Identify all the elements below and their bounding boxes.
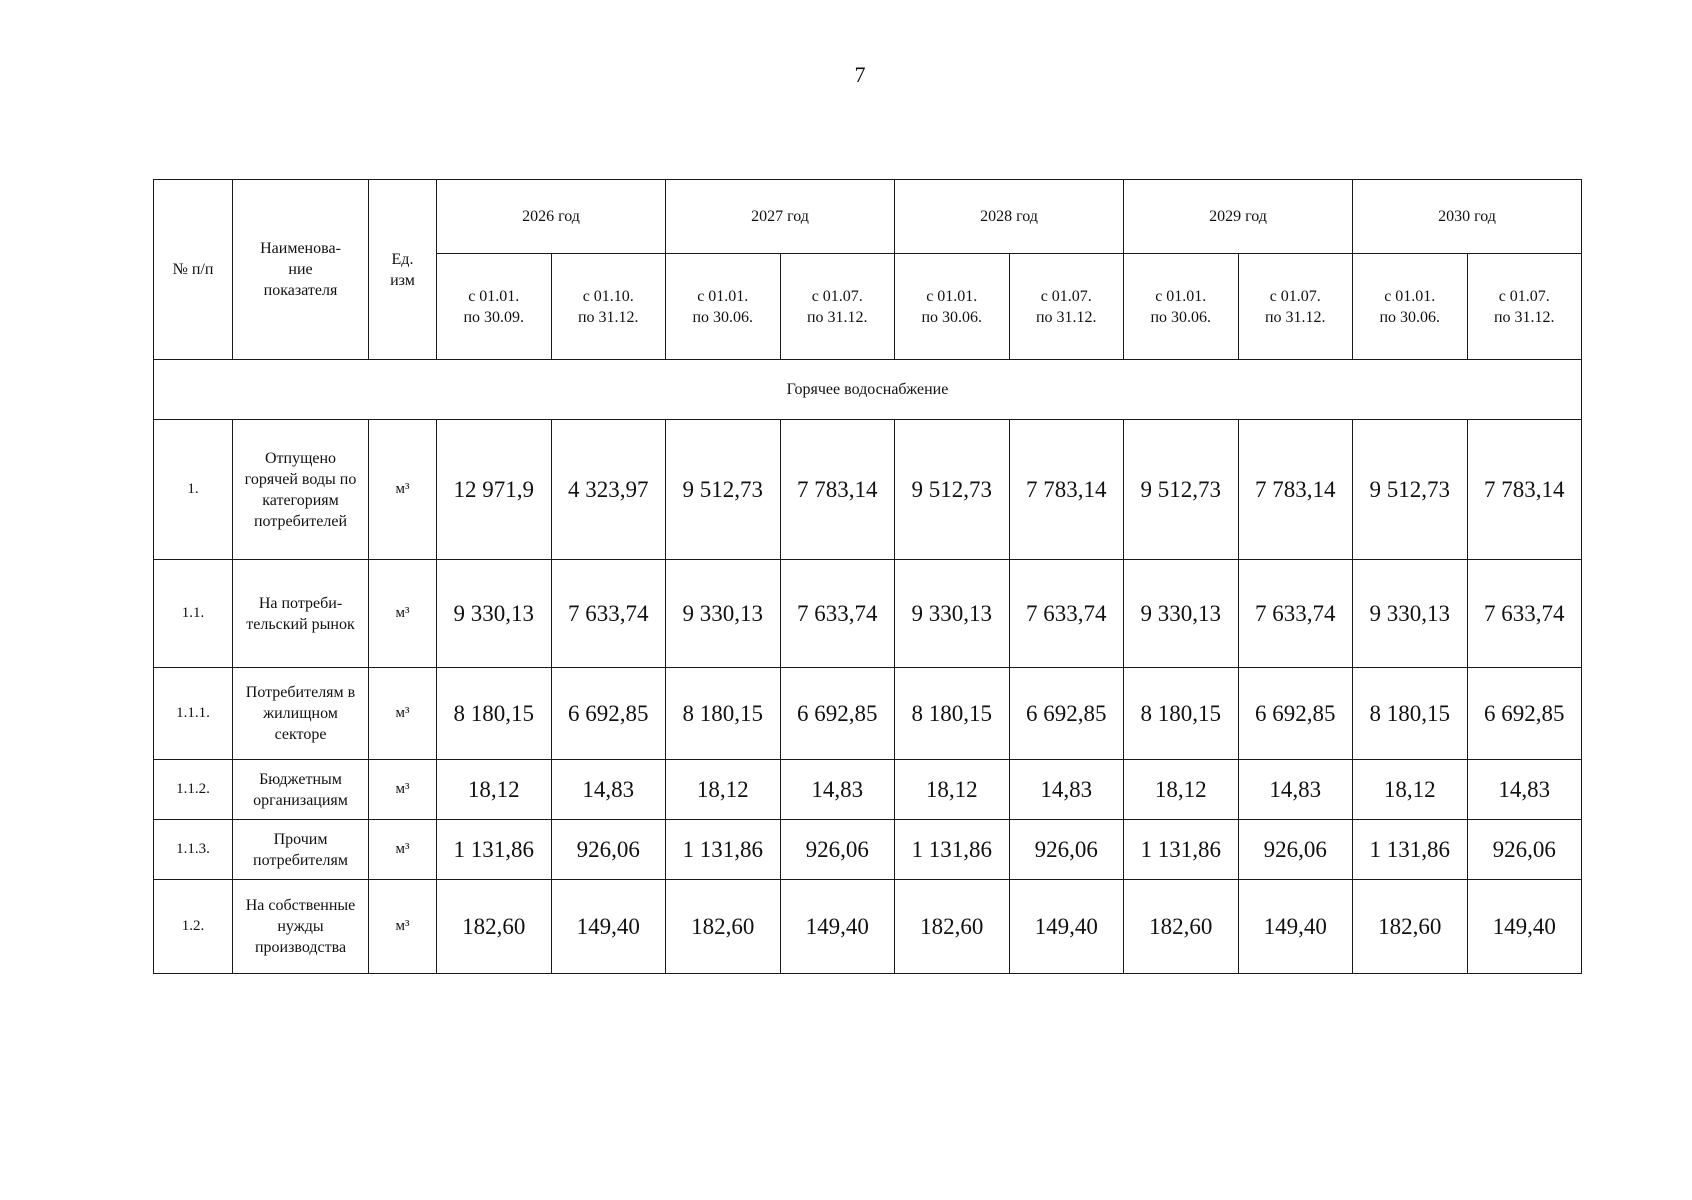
value-cell: 182,60 <box>437 880 552 974</box>
value-cell: 7 633,74 <box>780 560 895 668</box>
row-unit: м³ <box>369 820 437 880</box>
header-period: с 01.10. по 31.12. <box>551 254 666 360</box>
value-cell: 14,83 <box>1467 760 1582 820</box>
value-cell: 1 131,86 <box>437 820 552 880</box>
row-num: 1.2. <box>154 880 233 974</box>
data-table <box>153 179 1582 974</box>
value-cell: 9 512,73 <box>1353 420 1468 560</box>
section-row <box>154 360 1582 420</box>
value-cell: 9 330,13 <box>666 560 781 668</box>
header-year-2029: 2029 год <box>1124 180 1353 254</box>
value-cell: 182,60 <box>1353 880 1468 974</box>
header-num: № п/п <box>154 180 233 360</box>
header-year-2028: 2028 год <box>895 180 1124 254</box>
header-name <box>233 180 369 360</box>
value-cell: 18,12 <box>666 760 781 820</box>
row-num: 1.1.3. <box>154 820 233 880</box>
table-row <box>154 820 1582 880</box>
header-unit-line: изм <box>390 271 415 289</box>
value-cell: 9 512,73 <box>895 420 1010 560</box>
value-cell: 9 330,13 <box>1124 560 1239 668</box>
value-cell: 18,12 <box>1353 760 1468 820</box>
row-num: 1.1.1. <box>154 668 233 760</box>
value-cell: 1 131,86 <box>1353 820 1468 880</box>
value-cell: 182,60 <box>1124 880 1239 974</box>
header-period: с 01.01. по 30.06. <box>1353 254 1468 360</box>
header-unit <box>369 180 437 360</box>
value-cell: 149,40 <box>780 880 895 974</box>
value-cell: 6 692,85 <box>1238 668 1353 760</box>
value-cell: 8 180,15 <box>666 668 781 760</box>
header-period: с 01.07. по 31.12. <box>780 254 895 360</box>
value-cell: 7 783,14 <box>780 420 895 560</box>
header-name-line: Наименова- <box>260 240 341 257</box>
value-cell: 14,83 <box>1009 760 1124 820</box>
table-row <box>154 560 1582 668</box>
value-cell: 14,83 <box>551 760 666 820</box>
value-cell: 149,40 <box>1467 880 1582 974</box>
row-name: Прочим потребителям <box>233 820 369 880</box>
table-row <box>154 880 1582 974</box>
value-cell: 7 633,74 <box>1238 560 1353 668</box>
table-row <box>154 420 1582 560</box>
value-cell: 9 512,73 <box>1124 420 1239 560</box>
row-num: 1. <box>154 420 233 560</box>
value-cell: 8 180,15 <box>437 668 552 760</box>
header-year-2030: 2030 год <box>1353 180 1582 254</box>
header-period: с 01.07. по 31.12. <box>1238 254 1353 360</box>
section-title: Горячее водоснабжение <box>154 360 1582 420</box>
value-cell: 9 330,13 <box>437 560 552 668</box>
table-row <box>154 668 1582 760</box>
header-year-2026: 2026 год <box>437 180 666 254</box>
value-cell: 18,12 <box>437 760 552 820</box>
value-cell: 8 180,15 <box>1124 668 1239 760</box>
row-name: Бюджетным организациям <box>233 760 369 820</box>
row-unit: м³ <box>369 880 437 974</box>
value-cell: 7 633,74 <box>1467 560 1582 668</box>
row-name: На потреби- тельский рынок <box>233 560 369 668</box>
value-cell: 14,83 <box>780 760 895 820</box>
value-cell: 8 180,15 <box>1353 668 1468 760</box>
header-name-line: ние <box>288 261 313 278</box>
value-cell: 926,06 <box>1467 820 1582 880</box>
header-period: с 01.07. по 31.12. <box>1467 254 1582 360</box>
value-cell: 7 633,74 <box>551 560 666 668</box>
value-cell: 1 131,86 <box>666 820 781 880</box>
value-cell: 7 783,14 <box>1238 420 1353 560</box>
header-year-2027: 2027 год <box>666 180 895 254</box>
header-name-line: показателя <box>263 282 338 299</box>
value-cell: 6 692,85 <box>1467 668 1582 760</box>
row-unit: м³ <box>369 560 437 668</box>
value-cell: 7 633,74 <box>1009 560 1124 668</box>
header-period: с 01.07. по 31.12. <box>1009 254 1124 360</box>
value-cell: 18,12 <box>895 760 1010 820</box>
value-cell: 6 692,85 <box>1009 668 1124 760</box>
row-unit: м³ <box>369 760 437 820</box>
value-cell: 9 512,73 <box>666 420 781 560</box>
row-name: На собственные нужды производства <box>233 880 369 974</box>
value-cell: 149,40 <box>1238 880 1353 974</box>
value-cell: 926,06 <box>780 820 895 880</box>
value-cell: 14,83 <box>1238 760 1353 820</box>
value-cell: 149,40 <box>1009 880 1124 974</box>
value-cell: 9 330,13 <box>1353 560 1468 668</box>
row-num: 1.1.2. <box>154 760 233 820</box>
header-period: с 01.01. по 30.06. <box>666 254 781 360</box>
value-cell: 7 783,14 <box>1009 420 1124 560</box>
row-unit: м³ <box>369 668 437 760</box>
value-cell: 18,12 <box>1124 760 1239 820</box>
value-cell: 182,60 <box>666 880 781 974</box>
value-cell: 6 692,85 <box>551 668 666 760</box>
header-period: с 01.01. по 30.06. <box>895 254 1010 360</box>
value-cell: 182,60 <box>895 880 1010 974</box>
value-cell: 12 971,9 <box>437 420 552 560</box>
value-cell: 149,40 <box>551 880 666 974</box>
table-row <box>154 760 1582 820</box>
value-cell: 1 131,86 <box>1124 820 1239 880</box>
value-cell: 8 180,15 <box>895 668 1010 760</box>
row-num: 1.1. <box>154 560 233 668</box>
value-cell: 926,06 <box>1238 820 1353 880</box>
value-cell: 4 323,97 <box>551 420 666 560</box>
header-period: с 01.01. по 30.09. <box>437 254 552 360</box>
value-cell: 7 783,14 <box>1467 420 1582 560</box>
header-unit-line: Ед. <box>391 250 414 268</box>
value-cell: 1 131,86 <box>895 820 1010 880</box>
row-name: Потребителям в жилищном секторе <box>233 668 369 760</box>
row-unit: м³ <box>369 420 437 560</box>
value-cell: 9 330,13 <box>895 560 1010 668</box>
row-name: Отпущено горячей воды по категориям потребителей <box>233 420 369 560</box>
value-cell: 926,06 <box>551 820 666 880</box>
header-period: с 01.01. по 30.06. <box>1124 254 1239 360</box>
header-row-years <box>154 180 1582 254</box>
page-number: 7 <box>854 62 866 87</box>
value-cell: 926,06 <box>1009 820 1124 880</box>
value-cell: 6 692,85 <box>780 668 895 760</box>
